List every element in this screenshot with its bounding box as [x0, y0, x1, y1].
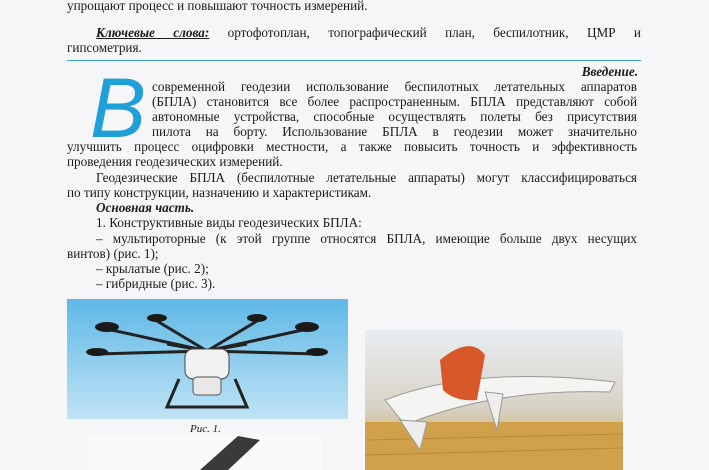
- keywords-label: Ключевые слова:: [96, 25, 210, 40]
- preceding-text-line: упрощают процесс и повышают точность измерений.: [67, 0, 368, 13]
- keywords-text: ортофотоплан, топографический план, беспилотник, ЦМР и: [227, 25, 641, 40]
- list-sub-fixed-wing: – крылатые (рис. 2);: [96, 261, 209, 276]
- intro-heading: Введение.: [581, 64, 638, 79]
- intro-line-6: проведения геодезических измерений.: [67, 154, 283, 169]
- intro-line-4: пилота на борту. Использование БПЛА в геодезии может значительно: [152, 124, 637, 139]
- figure-3-hybrid-drone: [88, 436, 322, 470]
- figure-2-fixed-wing-drone: [365, 330, 623, 470]
- classification-line-1: Геодезические БПЛА (беспилотные летательные аппараты) могут классифицироваться: [96, 170, 637, 185]
- list-item-1: 1. Конструктивные виды геодезических БПЛА:: [96, 215, 362, 230]
- keywords-continuation: гипсометрия.: [67, 40, 142, 55]
- list-sub-multirotor: – мультироторные (к этой группе относятся БПЛА, имеющие больше двух несущих: [96, 231, 637, 246]
- figure-1-caption: Рис. 1.: [190, 423, 221, 435]
- drop-cap-letter: В: [90, 61, 147, 155]
- intro-line-1: современной геодезии использование беспилотных летательных аппаратов: [152, 79, 637, 94]
- figure-1-multirotor-drone: [67, 299, 348, 419]
- section-divider: [67, 60, 641, 61]
- intro-line-5: улучшить процесс оцифровки местности, а также повысить точность и эффективность: [67, 139, 637, 154]
- intro-line-3: автономные устройства, способные осуществлять полеты без присутствия: [152, 109, 637, 124]
- list-sub-multirotor-cont: винтов) (рис. 1);: [67, 246, 159, 261]
- main-part-heading: Основная часть.: [96, 200, 195, 215]
- list-sub-hybrid: – гибридные (рис. 3).: [96, 276, 216, 291]
- keywords-line: [96, 25, 641, 40]
- intro-line-2: (БПЛА) становится все более распространенным. БПЛА представляют собой: [152, 94, 637, 109]
- classification-line-2: по типу конструкции, назначению и характеристикам.: [67, 185, 372, 200]
